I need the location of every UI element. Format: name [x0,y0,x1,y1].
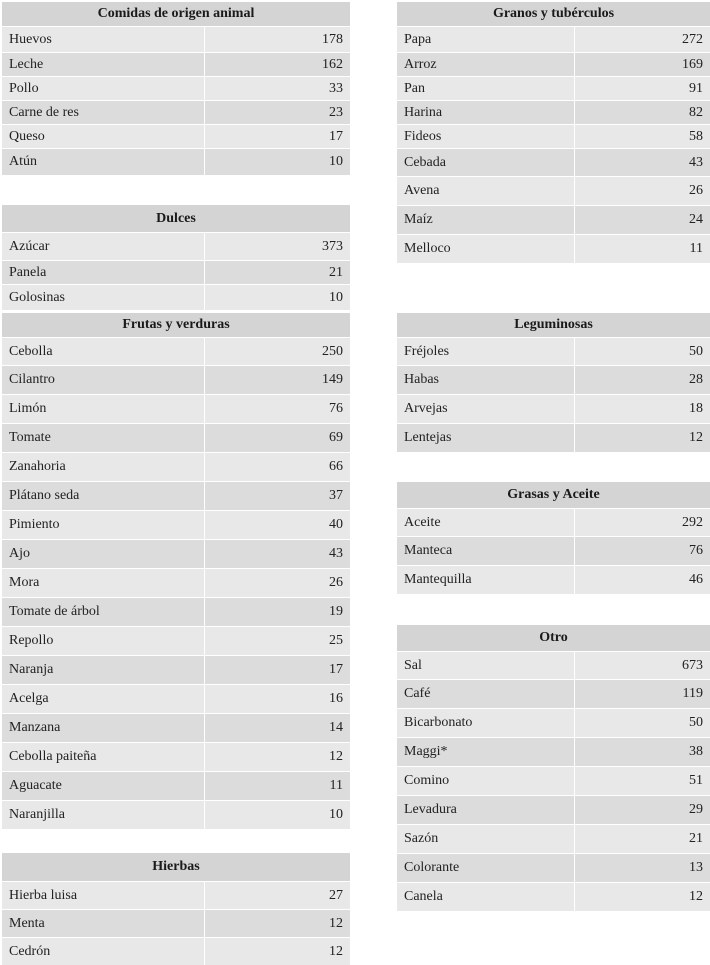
table-row: Comino 51 [397,766,710,795]
table-row: Mantequilla 46 [397,565,710,594]
table-title: Dulces [2,205,350,232]
table-row: Sal 673 [397,651,710,679]
table-title: Comidas de origen animal [2,2,350,26]
table-row: Atún 10 [2,148,350,175]
table-row: Zanahoria 66 [2,452,350,481]
table-row: Cebada 43 [397,148,710,176]
table-row: Harina 82 [397,100,710,124]
table-comidas-origen-animal [2,2,350,175]
table-row: Golosinas 10 [2,284,350,310]
table-row: Hierba luisa 27 [2,881,350,909]
table-title: Hierbas [2,853,350,881]
table-granos-y-tuberculos [397,2,710,263]
table-row: Cilantro 149 [2,365,350,394]
table-title: Leguminosas [397,313,710,337]
table-grasas-y-aceite [397,482,710,594]
table-row: Cebolla 250 [2,337,350,365]
table-row: Bicarbonato 50 [397,708,710,737]
table-row: Tomate de árbol 19 [2,597,350,626]
table-row: Limón 76 [2,394,350,423]
table-title: Granos y tubérculos [397,2,710,26]
table-row: Maggi* 38 [397,737,710,766]
table-row: Menta 12 [2,909,350,937]
table-row: Manzana 14 [2,713,350,742]
table-row: Pimiento 40 [2,510,350,539]
table-frutas-y-verduras [2,313,350,829]
table-row: Carne de res 23 [2,100,350,124]
table-row: Pollo 33 [2,76,350,100]
table-row: Manteca 76 [397,536,710,565]
table-row: Repollo 25 [2,626,350,655]
table-row: Mora 26 [2,568,350,597]
table-row: Ajo 43 [2,539,350,568]
table-row: Plátano seda 37 [2,481,350,510]
table-row: Cebolla paiteña 12 [2,742,350,771]
table-row: Huevos 178 [2,26,350,52]
table-row: Arroz 169 [397,52,710,76]
table-dulces [2,205,350,310]
table-row: Avena 26 [397,176,710,205]
table-row: Queso 17 [2,124,350,148]
table-row: Pan 91 [397,76,710,100]
table-row: Aceite 292 [397,508,710,536]
table-row: Colorante 13 [397,853,710,882]
table-row: Fréjoles 50 [397,337,710,365]
table-leguminosas [397,313,710,452]
table-row: Papa 272 [397,26,710,52]
table-row: Naranjilla 10 [2,800,350,829]
table-row: Café 119 [397,679,710,708]
table-row: Panela 21 [2,260,350,284]
table-row: Lentejas 12 [397,423,710,452]
table-row: Fideos 58 [397,124,710,148]
table-title: Frutas y verduras [2,313,350,337]
table-row: Aguacate 11 [2,771,350,800]
table-row: Habas 28 [397,365,710,394]
table-row: Cedrón 12 [2,937,350,965]
table-title: Otro [397,625,710,651]
table-otro [397,625,710,911]
table-row: Leche 162 [2,52,350,76]
table-row: Levadura 29 [397,795,710,824]
table-hierbas [2,853,350,965]
table-row: Sazón 21 [397,824,710,853]
table-row: Acelga 16 [2,684,350,713]
table-row: Canela 12 [397,882,710,911]
table-row: Tomate 69 [2,423,350,452]
table-row: Arvejas 18 [397,394,710,423]
table-row: Melloco 11 [397,234,710,263]
table-title: Grasas y Aceite [397,482,710,508]
table-row: Azúcar 373 [2,232,350,260]
table-row: Maíz 24 [397,205,710,234]
table-row: Naranja 17 [2,655,350,684]
